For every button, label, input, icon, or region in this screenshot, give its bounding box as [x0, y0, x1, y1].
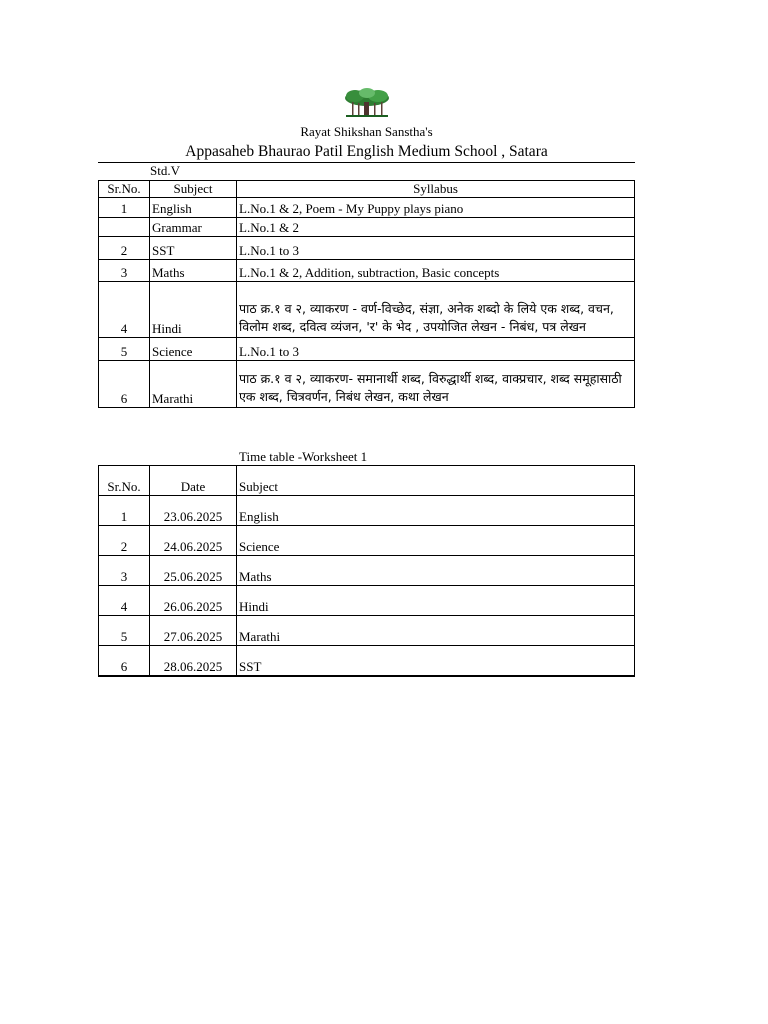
subject-cell: Science [237, 526, 635, 556]
column-header-syllabus: Syllabus [237, 181, 635, 198]
table-row [99, 282, 635, 338]
syllabus-cell: पाठ क्र.१ व २, व्याकरण - वर्ण-विच्छेद, संज्ञा, अनेक शब्दो के लिये एक शब्द, वचन, विलोम शब्द, दवित्व व्यंजन, 'र' के भेद , उपयोजित लेखन - निबंध, पत्र लेखन [237, 282, 635, 338]
date-cell: 27.06.2025 [150, 616, 237, 646]
table-row [99, 218, 635, 237]
table-row [99, 338, 635, 361]
syllabus-cell: L.No.1 & 2, Addition, subtraction, Basic concepts [237, 260, 635, 282]
table-row [99, 260, 635, 282]
subject-cell: Science [150, 338, 237, 361]
org-name: Rayat Shikshan Sanstha's [300, 124, 433, 139]
table-row [99, 586, 635, 616]
subject-cell: English [150, 198, 237, 218]
subject-cell: Maths [237, 556, 635, 586]
sr-cell: 1 [99, 496, 150, 526]
banyan-tree-logo-icon [340, 88, 394, 120]
syllabus-cell: L.No.1 & 2 [237, 218, 635, 237]
timetable-table [98, 465, 635, 677]
syllabus-table [98, 180, 635, 408]
sr-cell: 2 [99, 526, 150, 556]
subject-cell: Maths [150, 260, 237, 282]
column-header-subject: Subject [150, 181, 237, 198]
table-row [99, 496, 635, 526]
date-cell: 24.06.2025 [150, 526, 237, 556]
table-row [99, 616, 635, 646]
column-header-srno: Sr.No. [99, 466, 150, 496]
table-row [99, 198, 635, 218]
date-cell: 26.06.2025 [150, 586, 237, 616]
column-header-subject: Subject [237, 466, 635, 496]
syllabus-cell: L.No.1 to 3 [237, 338, 635, 361]
school-name: Appasaheb Bhaurao Patil English Medium School , Satara [185, 143, 548, 160]
syllabus-cell: पाठ क्र.१ व २, व्याकरण- समानार्थी शब्द, विरुद्धार्थी शब्द, वाक्प्रचार, शब्द समूहासाठी एक शब्द, चित्रवर्णन, निबंध लेखन, कथा लेखन [237, 361, 635, 408]
subject-cell: Marathi [150, 361, 237, 408]
sr-cell: 3 [99, 260, 150, 282]
standard-label: Std.V [150, 163, 180, 178]
subject-cell: Marathi [237, 616, 635, 646]
table-header-row [99, 466, 635, 496]
sr-cell: 3 [99, 556, 150, 586]
sr-cell: 2 [99, 237, 150, 260]
sr-cell: 1 [99, 198, 150, 218]
subject-cell: SST [237, 646, 635, 677]
subject-cell: English [237, 496, 635, 526]
sr-cell [99, 218, 150, 237]
column-header-srno: Sr.No. [99, 181, 150, 198]
subject-cell: Hindi [150, 282, 237, 338]
subject-cell: SST [150, 237, 237, 260]
sr-cell: 5 [99, 338, 150, 361]
column-header-date: Date [150, 466, 237, 496]
sr-cell: 4 [99, 586, 150, 616]
table-row [99, 556, 635, 586]
subject-cell: Grammar [150, 218, 237, 237]
date-cell: 25.06.2025 [150, 556, 237, 586]
syllabus-cell: L.No.1 to 3 [237, 237, 635, 260]
date-cell: 28.06.2025 [150, 646, 237, 677]
table-row [99, 237, 635, 260]
subject-cell: Hindi [237, 586, 635, 616]
sr-cell: 4 [99, 282, 150, 338]
sr-cell: 6 [99, 361, 150, 408]
table-row [99, 646, 635, 677]
sr-cell: 5 [99, 616, 150, 646]
table-row [99, 361, 635, 408]
timetable-title: Time table -Worksheet 1 [239, 449, 368, 464]
date-cell: 23.06.2025 [150, 496, 237, 526]
sr-cell: 6 [99, 646, 150, 677]
syllabus-cell: L.No.1 & 2, Poem - My Puppy plays piano [237, 198, 635, 218]
table-header-row [99, 181, 635, 198]
table-row [99, 526, 635, 556]
